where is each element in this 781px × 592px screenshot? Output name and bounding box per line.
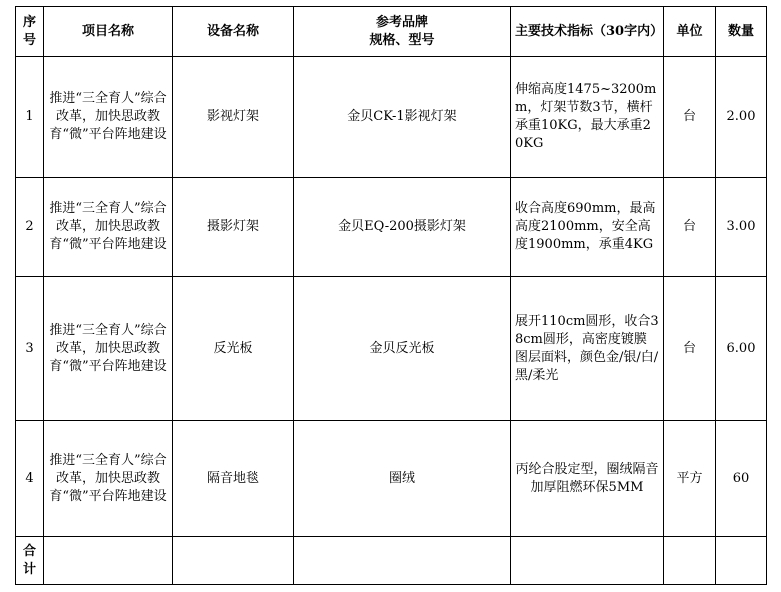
total-row [16,537,767,585]
cell-qty: 2.00 [716,57,767,178]
total-empty-cell [173,537,294,585]
cell-brand: 金贝CK-1影视灯架 [294,57,511,178]
cell-seq: 2 [16,178,44,277]
total-empty-cell [664,537,716,585]
header-row [16,7,767,57]
total-empty-cell [294,537,511,585]
header-brand: 参考品牌 规格、型号 [294,7,511,57]
cell-qty: 6.00 [716,277,767,421]
header-unit: 单位 [664,7,716,57]
cell-unit: 台 [664,277,716,421]
cell-brand: 金贝EQ-200摄影灯架 [294,178,511,277]
cell-tech: 展开110cm圆形，收合38cm圆形，高密度镀膜图层面料，颜色金/银/白/黑/柔光 [511,277,664,421]
cell-project: 推进“三全育人”综合改革，加快思政教育“微”平台阵地建设 [44,178,173,277]
table-row [16,178,767,277]
header-project: 项目名称 [44,7,173,57]
cell-unit: 台 [664,57,716,178]
header-tech: 主要技术指标（30字内） [511,7,664,57]
header-device: 设备名称 [173,7,294,57]
header-seq: 序号 [16,7,44,57]
cell-seq: 1 [16,57,44,178]
cell-seq: 4 [16,421,44,537]
cell-tech: 丙纶合股定型，圈绒隔音加厚阻燃环保5MM [511,421,664,537]
total-empty-cell [511,537,664,585]
cell-brand: 圈绒 [294,421,511,537]
table-row [16,421,767,537]
cell-device: 隔音地毯 [173,421,294,537]
total-empty-cell [716,537,767,585]
cell-tech: 伸缩高度1475~3200mm，灯架节数3节，横杆承重10KG，最大承重20KG [511,57,664,178]
cell-tech: 收合高度690mm，最高高度2100mm，安全高度1900mm，承重4KG [511,178,664,277]
cell-device: 摄影灯架 [173,178,294,277]
cell-project: 推进“三全育人”综合改革，加快思政教育“微”平台阵地建设 [44,421,173,537]
table-row [16,57,767,178]
cell-project: 推进“三全育人”综合改革，加快思政教育“微”平台阵地建设 [44,277,173,421]
cell-unit: 平方 [664,421,716,537]
table-row [16,277,767,421]
cell-device: 反光板 [173,277,294,421]
procurement-table [15,6,767,585]
cell-device: 影视灯架 [173,57,294,178]
total-empty-cell [44,537,173,585]
cell-brand: 金贝反光板 [294,277,511,421]
cell-qty: 60 [716,421,767,537]
cell-seq: 3 [16,277,44,421]
cell-unit: 台 [664,178,716,277]
cell-qty: 3.00 [716,178,767,277]
cell-project: 推进“三全育人”综合改革，加快思政教育“微”平台阵地建设 [44,57,173,178]
header-qty: 数量 [716,7,767,57]
total-label: 合计 [16,537,44,585]
